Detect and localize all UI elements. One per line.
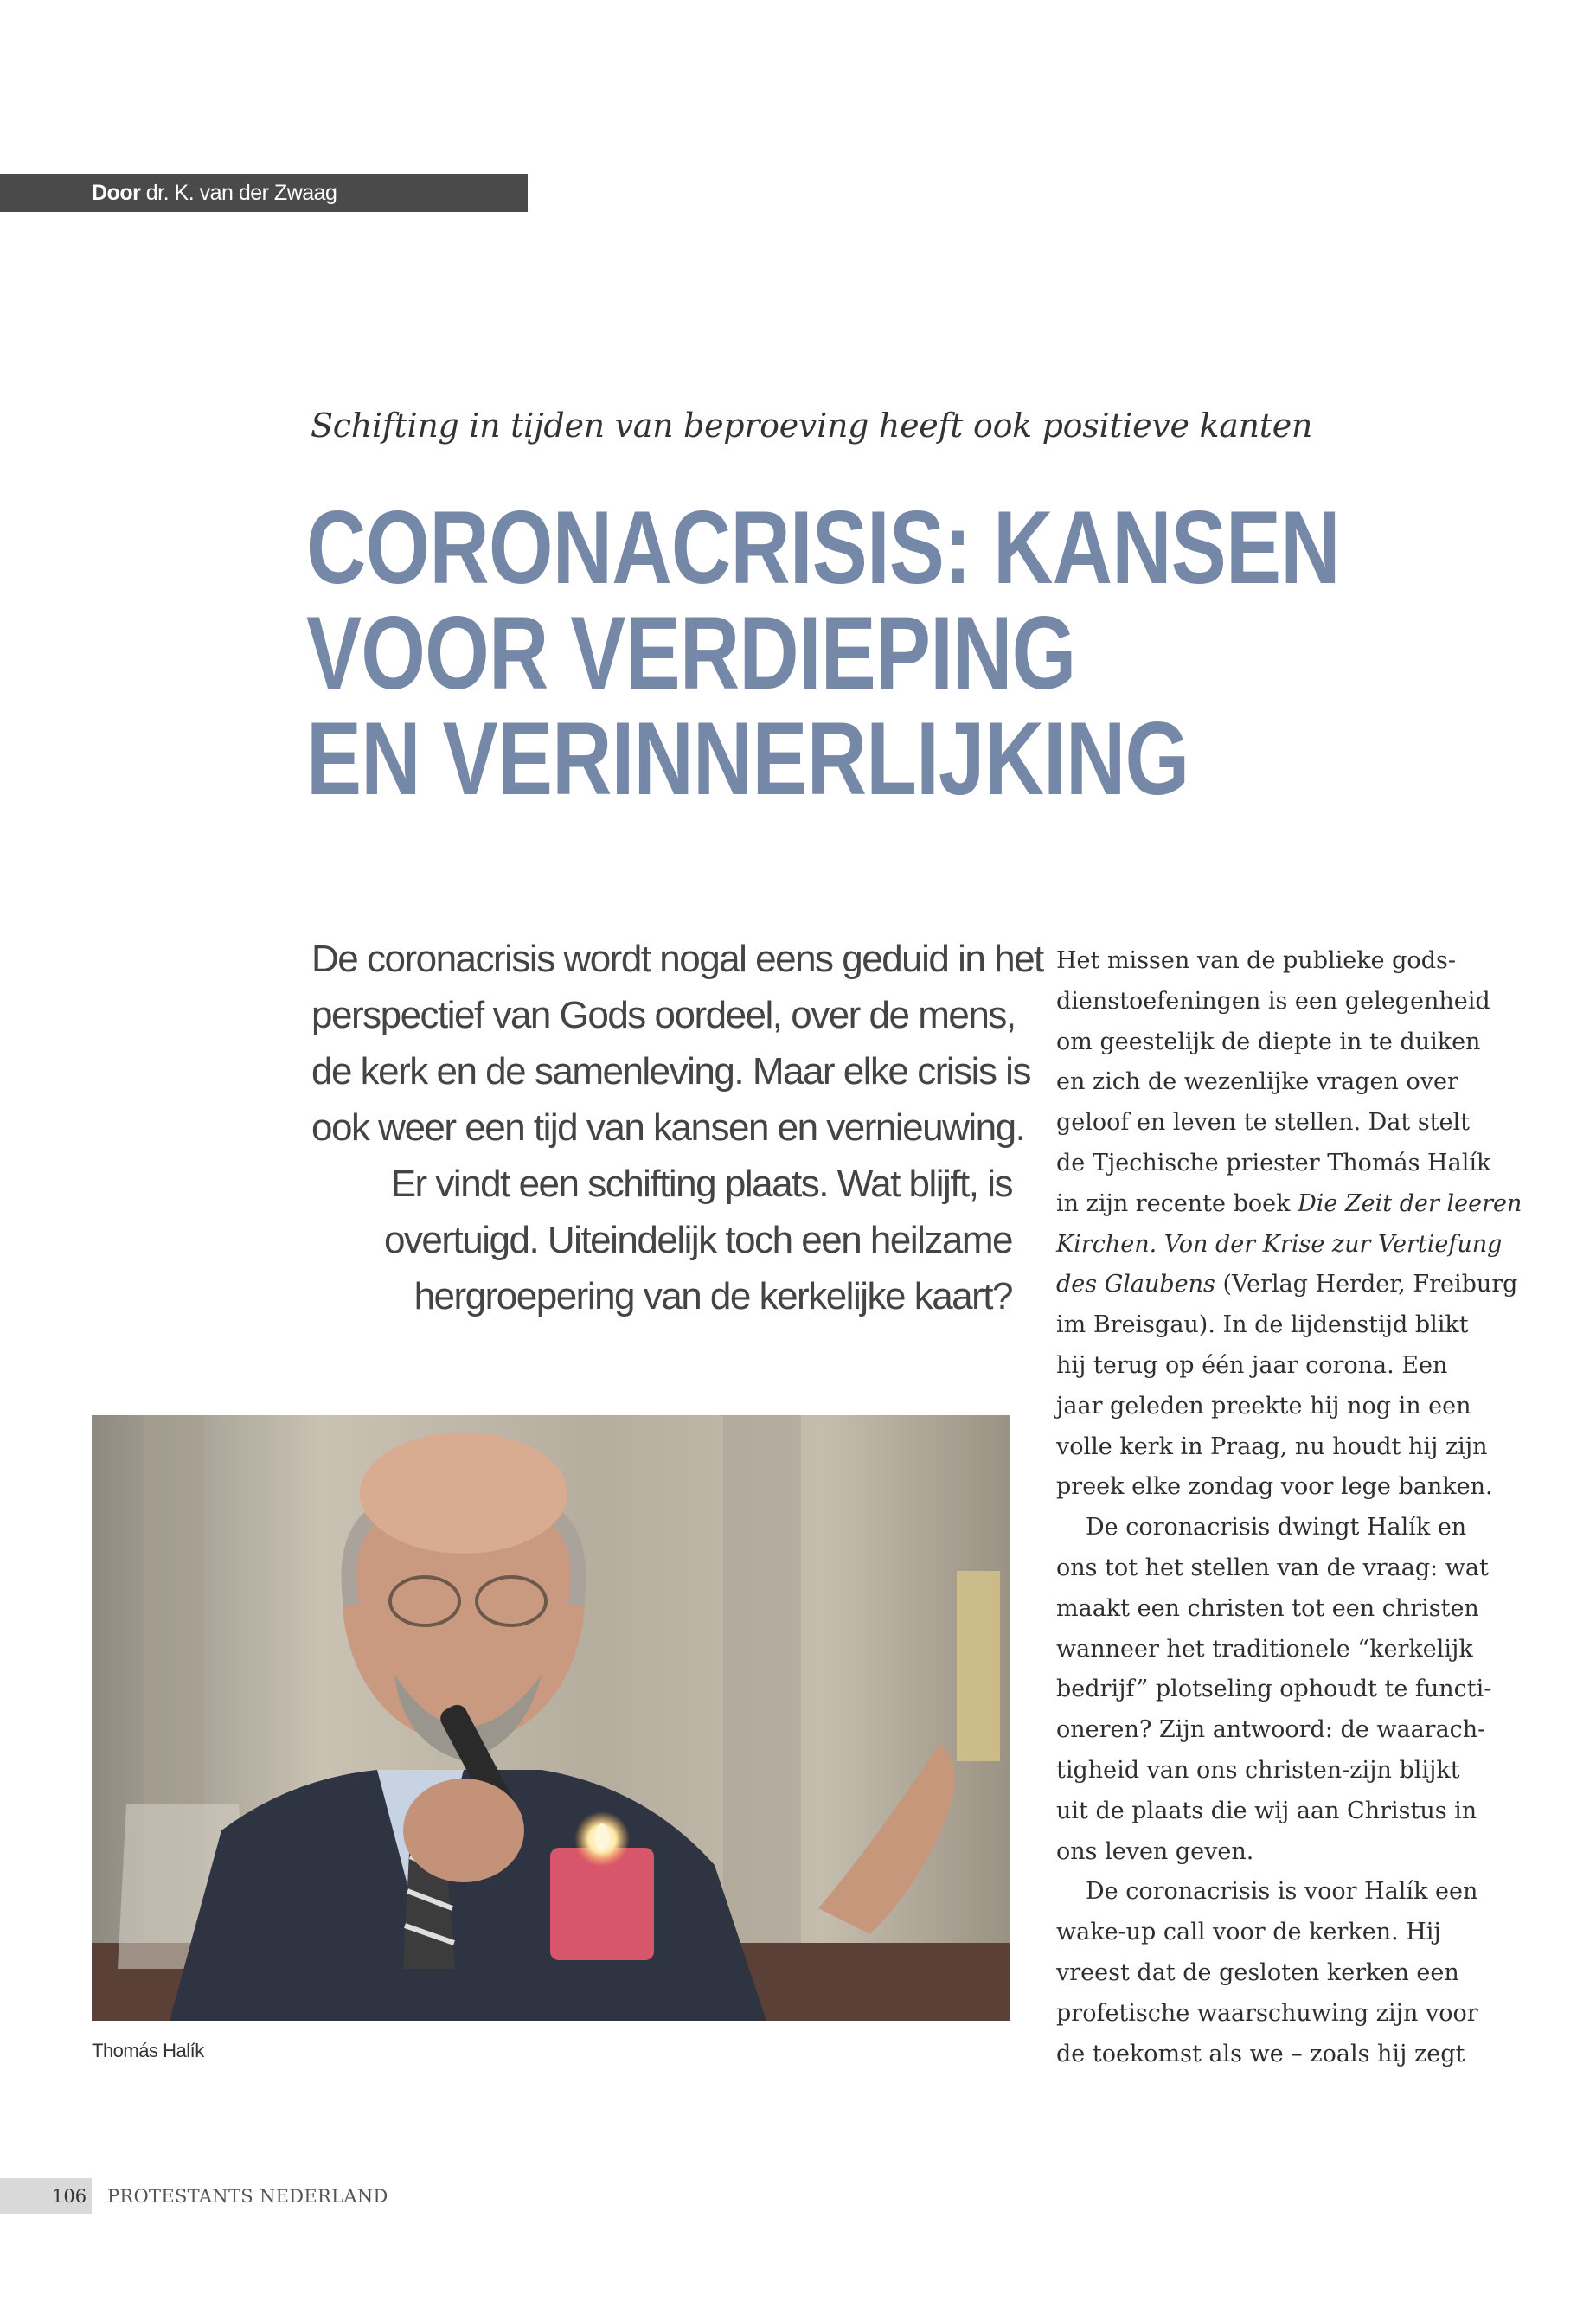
body-text-segment: in zijn recente boek (1056, 1189, 1291, 1217)
body-line: volle kerk in Praag, nu houdt hij zijn (1056, 1433, 1488, 1460)
headline-line-3: EN VERINNERLIJKING (306, 701, 1189, 817)
body-line: ons leven geven. (1056, 1837, 1254, 1865)
page-number: 106 (52, 2186, 87, 2207)
headline-line-2: VOOR VERDIEPING (306, 595, 1076, 711)
body-line: wanneer het traditionele “kerkelijk (1056, 1635, 1473, 1663)
intro-line: Er vindt een schifting plaats. Wat blijft, is (390, 1163, 1012, 1205)
body-line: geloof en leven te stellen. Dat stelt (1056, 1109, 1470, 1137)
intro-line: overtuigd. Uiteindelijk toch een heilzame (383, 1219, 1012, 1261)
intro-line: de kerk en de samenleving. Maar elke crisis is (311, 1050, 1030, 1093)
body-line: bedrijf” plotseling ophoudt te functi- (1056, 1676, 1492, 1703)
book-title-part: Die Zeit der leeren (1298, 1189, 1522, 1217)
body-line: uit de plaats die wij aan Christus in (1056, 1797, 1477, 1824)
headline (306, 490, 1340, 817)
kicker: Schifting in tijden van beproeving heeft ook positieve kanten (311, 407, 1313, 445)
body-line: jaar geleden preekte hij nog in een (1056, 1392, 1471, 1420)
body-line (1056, 1265, 1523, 1305)
author-prefix: Door (92, 181, 141, 205)
body-line: de toekomst als we – zoals hij zegt (1056, 2040, 1465, 2067)
headline-line-1: CORONACRISIS: KANSEN (306, 490, 1340, 606)
intro-paragraph (311, 931, 1043, 1324)
body-line: preek elke zondag voor lege banken. (1056, 1473, 1493, 1501)
portrait-photo (92, 1415, 1010, 2021)
body-line: De coronacrisis is voor Halík een (1086, 1878, 1478, 1906)
body-line (1056, 1184, 1523, 1225)
book-title-part: des Glaubens (1056, 1271, 1215, 1298)
body-line: oneren? Zijn antwoord: de waarach- (1056, 1716, 1486, 1744)
photo-caption: Thomás Halík (92, 2040, 204, 2061)
intro-line: perspectief van Gods oordeel, over de mens, (311, 994, 1016, 1036)
author-name: dr. K. van der Zwaag (145, 181, 337, 205)
body-line: ons tot het stellen van de vraag: wat (1056, 1554, 1489, 1581)
body-line: en zich de wezenlijke vragen over (1056, 1068, 1458, 1096)
body-line: Het missen van de publieke gods- (1056, 947, 1456, 974)
body-line: de Tjechische priester Thomás Halík (1056, 1149, 1491, 1176)
book-title-part: Kirchen. Von der Krise zur Vertiefung (1056, 1230, 1503, 1258)
body-line: im Breisgau). In de lijdenstijd blikt (1056, 1311, 1469, 1339)
body-text-segment: (Verlag Herder, Freiburg (1222, 1271, 1518, 1298)
body-line: maakt een christen tot een christen (1056, 1594, 1479, 1622)
body-line: dienstoefeningen is een gelegenheid (1056, 987, 1490, 1015)
publication-name: PROTESTANTS NEDERLAND (107, 2186, 388, 2207)
intro-line: hergroepering van de kerkelijke kaart? (413, 1275, 1012, 1317)
body-text-column (1056, 941, 1523, 2074)
body-line (1056, 1225, 1523, 1266)
intro-line: De coronacrisis wordt nogal eens geduid in het (311, 938, 1043, 980)
body-line: wake-up call voor de kerken. Hij (1056, 1919, 1441, 1946)
intro-line: ook weer een tijd van kansen en vernieuwing. (311, 1106, 1025, 1149)
body-line: vreest dat de gesloten kerken een (1056, 1958, 1459, 1986)
body-line: tigheid van ons christen-zijn blijkt (1056, 1756, 1460, 1784)
body-line: om geestelijk de diepte in te duiken (1056, 1028, 1481, 1055)
body-line: profetische waarschuwing zijn voor (1056, 1999, 1478, 2027)
body-line: hij terug op één jaar corona. Een (1056, 1351, 1448, 1379)
author-bar (0, 174, 528, 212)
body-line: De coronacrisis dwingt Halík en (1086, 1514, 1467, 1541)
